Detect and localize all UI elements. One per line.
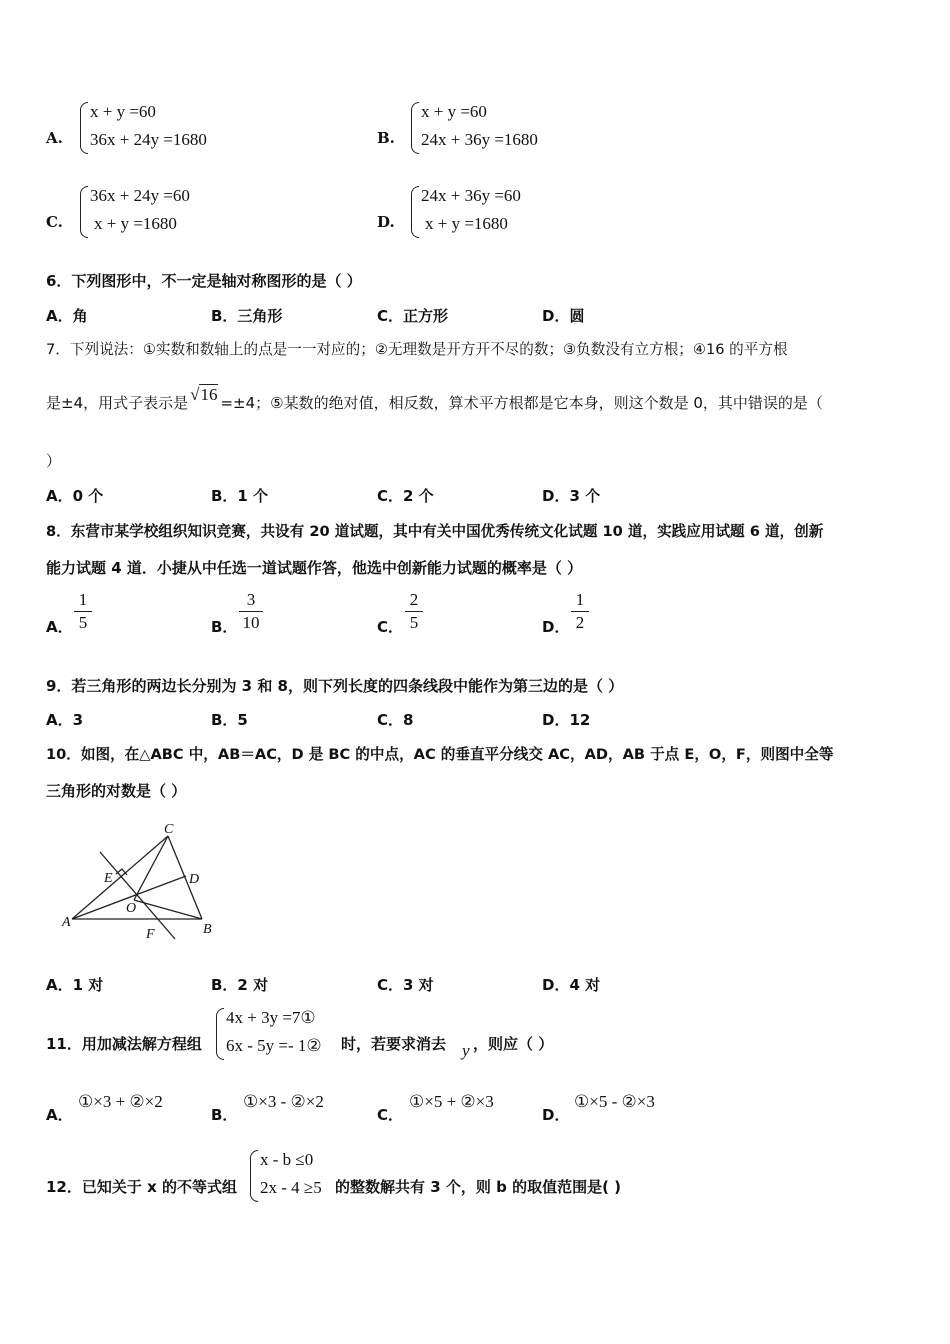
- point-f-label: F: [146, 927, 155, 942]
- q6-option-c: C．正方形: [377, 307, 449, 325]
- q11-option-c-expr: ①×5 + ②×3: [409, 1092, 494, 1111]
- q8-option-c-label: C．: [377, 618, 404, 636]
- point-c-label: C: [164, 822, 174, 837]
- segment-ob: [134, 900, 202, 919]
- q8-option-c-den: 5: [409, 613, 419, 632]
- q9-option-b: B．5: [211, 711, 248, 729]
- q5-option-c-label: C.: [46, 213, 63, 231]
- q11-option-a-label: A．: [46, 1106, 73, 1124]
- q9-stem: 9．若三角形的两边长分别为 3 和 8，则下列长度的四条线段中能作为第三边的是（ ）: [46, 677, 624, 695]
- q7-line2-a: 是±4，用式子表示是: [46, 394, 189, 412]
- q7-line2-b: =±4；⑤某数的绝对值，相反数，算术平方根都是它本身，则这个数是 0，其中错误的是（: [220, 394, 823, 412]
- q5-option-d-label: D.: [377, 213, 395, 231]
- segment-ac: [72, 836, 168, 919]
- q11-option-d-expr: ①×5 - ②×3: [574, 1092, 655, 1111]
- q10-line1: 10．如图，在△ABC 中，AB＝AC，D 是 BC 的中点，AC 的垂直平分线交 AC，AD，AB 于点 E，O，F，则图中全等: [46, 746, 834, 763]
- q8-line1: 8．东营市某学校组织知识竞赛，共设有 20 道试题，其中有关中国优秀传统文化试题 10 道，实践应用试题 6 道，创新: [46, 523, 824, 540]
- q5-option-d-eq2: x + y =1680: [425, 214, 508, 233]
- q5-option-a-system: [80, 100, 240, 156]
- q8-option-a-label: A．: [46, 618, 73, 636]
- q12-eq2: 2x - 4 ≥5: [260, 1178, 322, 1197]
- q7-line1: 7．下列说法：①实数和数轴上的点是一一对应的；②无理数是开方开不尽的数；③负数没有立方根；④16 的平方根: [46, 341, 788, 358]
- point-a-label: A: [62, 915, 71, 930]
- q7-option-c: C．2 个: [377, 487, 434, 505]
- q8-option-d-den: 2: [575, 613, 585, 632]
- q8-option-b-label: B．: [211, 618, 238, 636]
- q7-option-b: B．1 个: [211, 487, 269, 505]
- point-d-label: D: [189, 872, 200, 887]
- q11-system: [216, 1006, 346, 1062]
- q8-option-c-fraction: [405, 590, 423, 633]
- q9-option-c: C．8: [377, 711, 414, 729]
- q5-option-b-system: [411, 100, 571, 156]
- q8-option-b-den: 10: [242, 613, 260, 632]
- q8-option-a-num: 1: [78, 590, 88, 609]
- q11-stem-c: ，则应（ ）: [473, 1035, 554, 1053]
- q5-option-c-eq1: 36x + 24y =60: [90, 186, 190, 205]
- q11-option-a-expr: ①×3 + ②×2: [78, 1092, 163, 1111]
- q11-eq2: 6x - 5y =- 1②: [226, 1036, 322, 1055]
- q8-option-b-fraction: [239, 590, 263, 633]
- q9-option-a: A．3: [46, 711, 84, 729]
- q12-system: [250, 1148, 340, 1204]
- q8-option-d-label: D．: [542, 618, 570, 636]
- q11-option-b-expr: ①×3 - ②×2: [243, 1092, 324, 1111]
- q7-sqrt: √16: [190, 385, 218, 404]
- point-b-label: B: [203, 922, 212, 937]
- q10-line2: 三角形的对数是（ ）: [46, 782, 187, 800]
- q6-stem: 6．下列图形中，不一定是轴对称图形的是（ ）: [46, 272, 362, 290]
- q6-option-a: A．角: [46, 307, 88, 325]
- q8-option-b-num: 3: [246, 590, 256, 609]
- q7-sqrt-value: 16: [200, 385, 218, 404]
- q7-option-d: D．3 个: [542, 487, 601, 505]
- q8-line2: 能力试题 4 道．小捷从中任选一道试题作答，他选中创新能力试题的概率是（ ）: [46, 559, 583, 577]
- segment-oc: [134, 836, 168, 900]
- q7-line2: [46, 385, 823, 413]
- q11-option-d-label: D．: [542, 1106, 570, 1124]
- q12-eq1: x - b ≤0: [260, 1150, 314, 1169]
- q5-option-b-label: B.: [377, 129, 395, 147]
- q12-stem-a: 12．已知关于 x 的不等式组: [46, 1178, 237, 1196]
- q10-triangle-figure: [58, 818, 228, 946]
- q11-stem-a: 11．用加减法解方程组: [46, 1035, 202, 1053]
- q5-option-c-eq2: x + y =1680: [94, 214, 177, 233]
- q10-option-a: A．1 对: [46, 976, 104, 994]
- q9-option-d: D．12: [542, 711, 591, 729]
- q12-stem-b: 的整数解共有 3 个，则 b 的取值范围是( ): [335, 1178, 621, 1196]
- q11-option-b-label: B．: [211, 1106, 238, 1124]
- q11-stem-b: 时，若要求消去: [341, 1035, 447, 1053]
- q5-option-d-system: [411, 184, 571, 240]
- q6-option-d: D．圆: [542, 307, 585, 325]
- q8-option-a-den: 5: [78, 613, 88, 632]
- q10-option-d: D．4 对: [542, 976, 601, 994]
- q11-variable: y: [462, 1041, 470, 1060]
- q10-option-c: C．3 对: [377, 976, 434, 994]
- q7-line3: ）: [46, 452, 62, 470]
- q8-option-a-fraction: [74, 590, 92, 633]
- q5-option-c-system: [80, 184, 240, 240]
- q6-option-b: B．三角形: [211, 307, 283, 325]
- q5-option-b-eq2: 24x + 36y =1680: [421, 130, 538, 149]
- q5-option-d-eq1: 24x + 36y =60: [421, 186, 521, 205]
- perpendicular-bisector: [100, 852, 175, 939]
- point-e-label: E: [104, 871, 113, 886]
- q5-option-a-eq1: x + y =60: [90, 102, 156, 121]
- q8-option-c-num: 2: [409, 590, 419, 609]
- q11-eq1: 4x + 3y =7①: [226, 1008, 316, 1027]
- q11-option-c-label: C．: [377, 1106, 404, 1124]
- q10-option-b: B．2 对: [211, 976, 269, 994]
- q5-option-b-eq1: x + y =60: [421, 102, 487, 121]
- q7-option-a: A．0 个: [46, 487, 104, 505]
- q8-option-d-num: 1: [575, 590, 585, 609]
- q5-option-a-eq2: 36x + 24y =1680: [90, 130, 207, 149]
- point-o-label: O: [126, 901, 137, 916]
- right-angle-mark: [116, 869, 127, 875]
- q5-option-a-label: A.: [46, 129, 63, 147]
- q8-option-d-fraction: [571, 590, 589, 633]
